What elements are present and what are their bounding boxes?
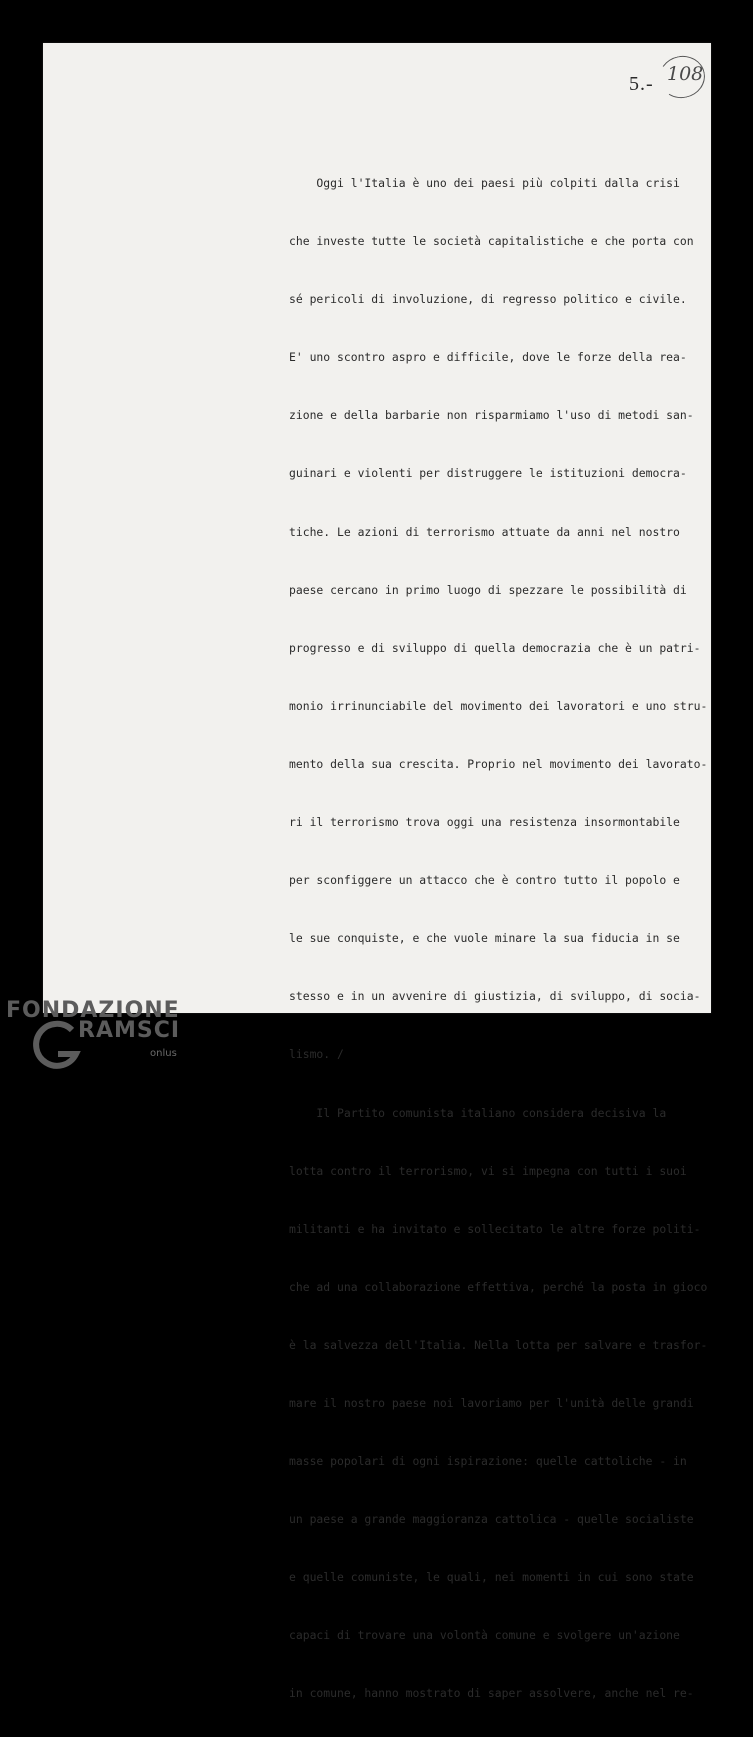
text-line: sé pericoli di involuzione, di regresso politico e civile. — [289, 292, 687, 307]
text-line: che investe tutte le società capitalistiche e che porta con — [289, 234, 694, 249]
text-line: capaci di trovare una volontà comune e svolgere un'azione — [289, 1628, 680, 1643]
watermark-line2: RAMSCI — [78, 1018, 181, 1043]
text-line: lotta contro il terrorismo, vi si impegna con tutti i suoi — [289, 1163, 687, 1178]
text-line: stesso e in un avvenire di giustizia, di sviluppo, di socia- — [289, 989, 701, 1004]
folio-number: 108 — [667, 63, 704, 85]
text-line: che ad una collaborazione effettiva, perché la posta in gioco — [289, 1279, 708, 1294]
text-line: mare il nostro paese noi lavoriamo per l'unità delle grandi — [289, 1395, 694, 1410]
text-line: E' uno scontro aspro e difficile, dove le forze della rea- — [289, 350, 687, 365]
text-line: e quelle comuniste, le quali, nei momenti in cui sono state — [289, 1570, 694, 1585]
text-line: Oggi l'Italia è uno dei paesi più colpiti dalla crisi — [289, 176, 680, 190]
text-line: progresso e di sviluppo di quella democrazia che è un patri- — [289, 640, 701, 655]
text-line: un paese a grande maggioranza cattolica - quelle socialiste — [289, 1512, 694, 1527]
text-line: in comune, hanno mostrato di saper assolvere, anche nel re- — [289, 1686, 694, 1701]
text-line: tiche. Le azioni di terrorismo attuate da anni nel nostro — [289, 524, 680, 539]
gramsci-logo-icon — [32, 1022, 78, 1072]
text-line: per sconfiggere un attacco che è contro tutto il popolo e — [289, 873, 680, 888]
text-line: è la salvezza dell'Italia. Nella lotta per salvare e trasfor- — [289, 1337, 708, 1352]
text-line: paese cercano in primo luogo di spezzare le possibilità di — [289, 582, 687, 597]
text-line: Il Partito comunista italiano considera decisiva la — [289, 1105, 667, 1120]
text-line: lismo. / — [289, 1047, 344, 1062]
watermark-tagline: onlus — [150, 1048, 177, 1059]
fondazione-gramsci-watermark — [6, 998, 196, 1078]
text-line: monio irrinunciabile del movimento dei lavoratori e uno stru- — [289, 698, 708, 713]
text-line: mento della sua crescita. Proprio nel movimento dei lavorato- — [289, 756, 708, 771]
text-line: le sue conquiste, e che vuole minare la sua fiducia in se — [289, 931, 680, 946]
text-line: militanti e ha invitato e sollecitato le altre forze politi- — [289, 1221, 701, 1236]
text-line: guinari e violenti per distruggere le istituzioni democra- — [289, 466, 687, 481]
text-line: zione e della barbarie non risparmiamo l'uso di metodi san- — [289, 408, 694, 423]
text-line: masse popolari di ogni ispirazione: quelle cattoliche - in — [289, 1454, 687, 1469]
watermark-line1: FONDAZIONE — [6, 998, 180, 1023]
text-line: ri il terrorismo trova oggi una resistenza insormontabile — [289, 815, 680, 830]
body-text — [289, 140, 708, 1737]
page-number: 5.- — [629, 73, 654, 95]
